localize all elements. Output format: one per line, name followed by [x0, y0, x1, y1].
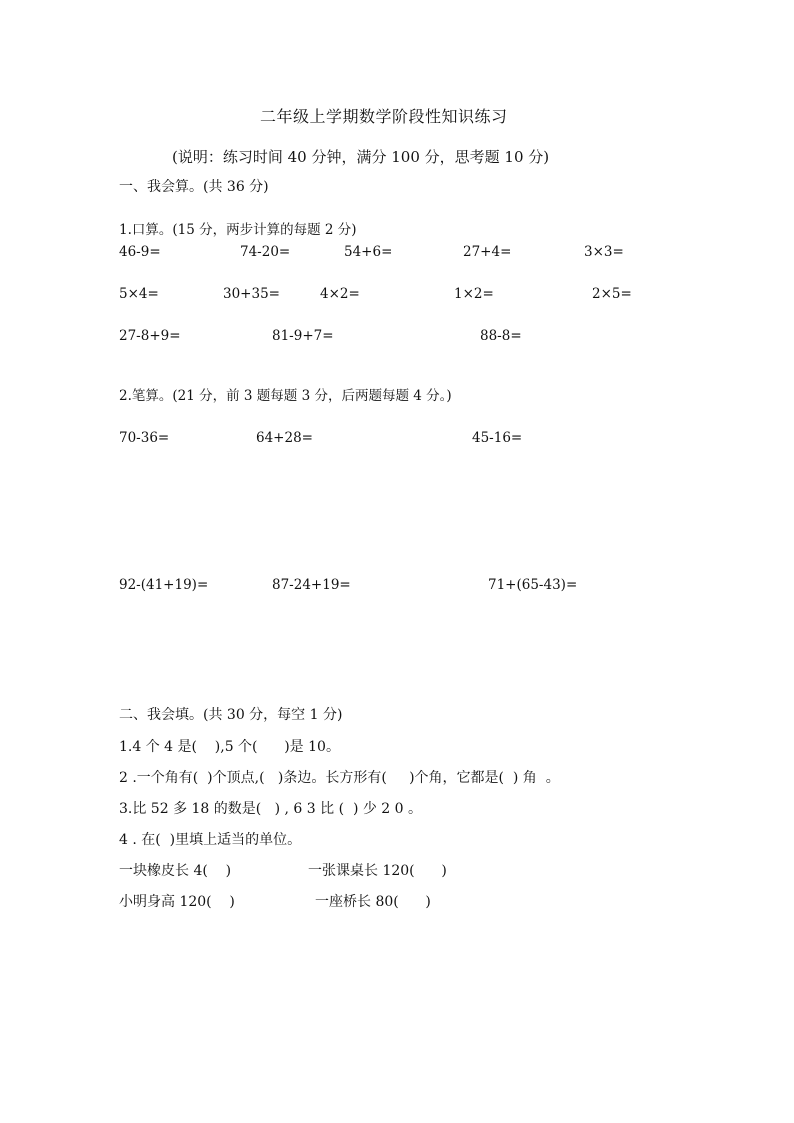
- oral-calc-item: 74-20=: [240, 244, 291, 260]
- oral-calc-item: 81-9+7=: [272, 328, 334, 344]
- section-2-heading: 二、我会填。(共 30 分，每空 1 分): [119, 707, 343, 723]
- unit-item: 一块橡皮长 4( ): [119, 863, 232, 879]
- oral-calc-item: 2×5=: [592, 286, 632, 302]
- instructions-note: (说明：练习时间 40 分钟，满分 100 分，思考题 10 分): [172, 148, 550, 166]
- oral-calc-item: 5×4=: [119, 286, 159, 302]
- unit-item: 一座桥长 80( ): [315, 894, 431, 910]
- oral-calc-item: 30+35=: [223, 286, 280, 302]
- unit-item: 一张课桌长 120( ): [308, 863, 447, 879]
- written-calc-item: 70-36=: [119, 430, 170, 446]
- unit-item: 小明身高 120( ): [119, 894, 235, 910]
- page-title: 二年级上学期数学阶段性知识练习: [260, 107, 508, 126]
- fill-question-2: 2 .一个角有( )个顶点,( )条边。长方形有( )个角，它都是( ) 角 。: [119, 770, 560, 786]
- written-calc-item: 71+(65-43)=: [488, 577, 578, 593]
- part-1-heading: 1.口算。(15 分，两步计算的每题 2 分): [119, 222, 357, 238]
- fill-question-1: 1.4 个 4 是( ),5 个( )是 10。: [119, 739, 340, 755]
- oral-calc-item: 54+6=: [344, 244, 393, 260]
- fill-question-3: 3.比 52 多 18 的数是( ) , 6 3 比 ( ) 少 2 0 。: [119, 801, 423, 817]
- part-2-heading: 2.笔算。(21 分，前 3 题每题 3 分，后两题每题 4 分。): [119, 388, 452, 404]
- oral-calc-item: 4×2=: [320, 286, 360, 302]
- written-calc-item: 45-16=: [472, 430, 523, 446]
- oral-calc-item: 46-9=: [119, 244, 161, 260]
- written-calc-item: 87-24+19=: [272, 577, 351, 593]
- written-calc-item: 92-(41+19)=: [119, 577, 209, 593]
- oral-calc-item: 1×2=: [454, 286, 494, 302]
- oral-calc-item: 27+4=: [463, 244, 512, 260]
- fill-question-4: 4 . 在( )里填上适当的单位。: [119, 832, 302, 848]
- written-calc-item: 64+28=: [256, 430, 313, 446]
- oral-calc-item: 3×3=: [584, 244, 624, 260]
- oral-calc-item: 88-8=: [480, 328, 522, 344]
- oral-calc-item: 27-8+9=: [119, 328, 181, 344]
- section-1-heading: 一、我会算。(共 36 分): [119, 179, 269, 195]
